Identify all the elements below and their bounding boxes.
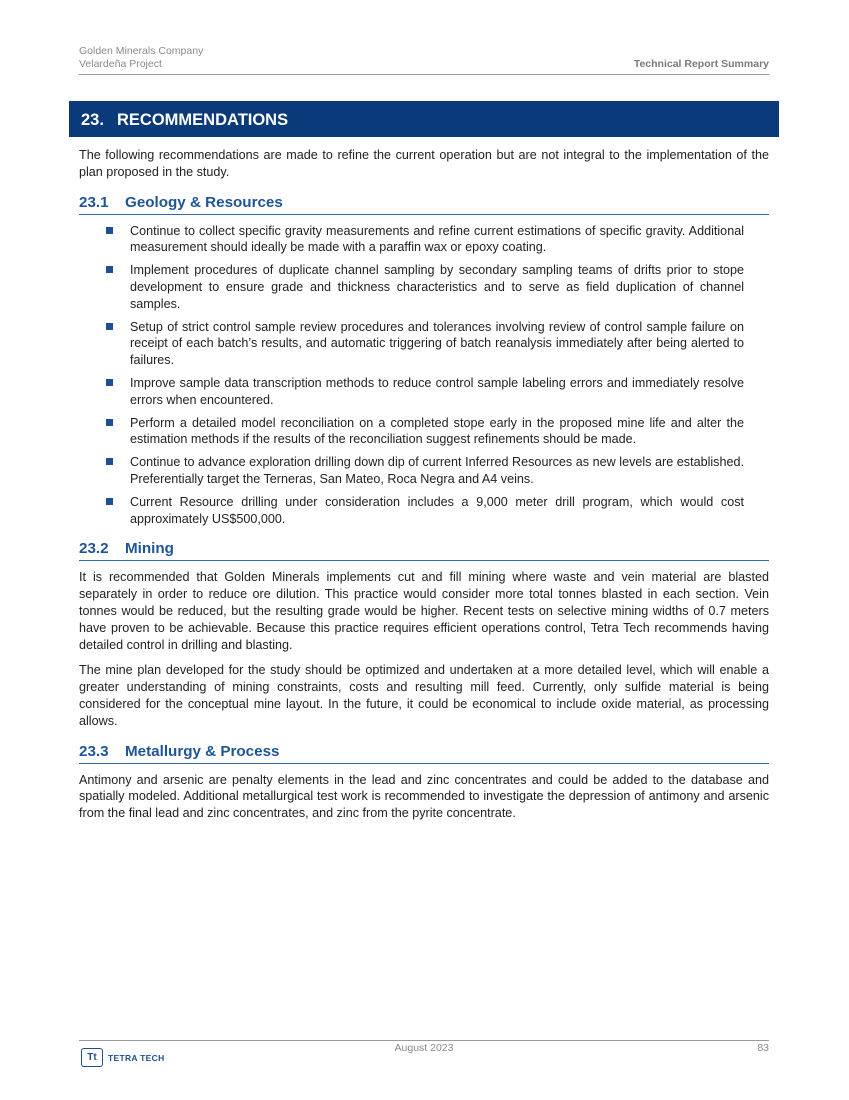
logo-text: TETRA TECH <box>108 1052 165 1063</box>
subsection-number: 23.2 <box>79 540 109 558</box>
geology-bullet-list <box>79 223 769 528</box>
tt-logo-icon: Tt <box>81 1048 103 1067</box>
subsection-heading-metallurgy <box>79 742 769 764</box>
bullet-text: Setup of strict control sample review procedures and tolerances involving review of control sample failure on receipt of each batch’s results, and automatic triggering of batch reanalysis immediately after being alerted to failures. <box>130 319 744 368</box>
bullet-text: Continue to advance exploration drilling down dip of current Inferred Resources as new levels are established. Preferentially target the Terneras, San Mateo, Roca Negra and A4 veins. <box>130 455 744 486</box>
page-number: 83 <box>757 1042 769 1054</box>
square-bullet-icon <box>106 227 113 234</box>
header-company: Golden Minerals Company <box>79 45 204 57</box>
metallurgy-paragraph: Antimony and arsenic are penalty elements in the lead and zinc concentrates and could be added to the database and spatially modeled. Additional metallurgical test work is recommended to investigate the depression of antimony and arsenic from the final lead and zinc concentrates, and zinc from the pyrite concentrate. <box>79 772 769 821</box>
square-bullet-icon <box>106 498 113 505</box>
section-banner <box>69 101 779 137</box>
document-body <box>79 147 769 831</box>
bullet-text: Current Resource drilling under consideration includes a 9,000 meter drill program, which would cost approximately US$500,000. <box>130 494 744 526</box>
subsection-title: Metallurgy & Process <box>125 742 280 760</box>
square-bullet-icon <box>106 419 113 426</box>
mining-paragraph: The mine plan developed for the study should be optimized and undertaken at a more detailed level, which will enable a greater understanding of mining constraints, costs and resulting mill feed. Currently, only sulfide material is being considered for the conceptual mine layout. In the future, it could be economical to include oxide material, as processing allows. <box>79 663 769 728</box>
intro-paragraph: The following recommendations are made to refine the current operation but are not integral to the implementation of the plan proposed in the study. <box>79 148 769 179</box>
bullet-text: Perform a detailed model reconciliation on a completed stope early in the proposed mine life and alter the estimation methods if the results of the reconciliation suggest refinements should be made. <box>130 415 744 447</box>
footer-divider <box>79 1040 769 1041</box>
header-report-title: Technical Report Summary <box>633 58 769 70</box>
subsection-number: 23.3 <box>79 742 109 760</box>
subsection-heading-geology <box>79 193 769 215</box>
bullet-text: Implement procedures of duplicate channel sampling by secondary sampling teams of drifts prior to stope development to ensure grade and thickness characteristics and to serve as field duplication of channel samples. <box>130 263 744 311</box>
list-item <box>79 262 769 312</box>
footer-date: August 2023 <box>394 1042 454 1054</box>
mining-paragraph: It is recommended that Golden Minerals implements cut and fill mining where waste and vein material are blasted separately in order to reduce ore dilution. This practice would consider more total tonnes blasted in each section. Vein tonnes would be reduced, but the resulting grade would be higher. Recent tests on selective mining widths of 0.7 meters have proven to be achievable. Because this practice requires efficient operations control, Tetra Tech recommends having detailed control in drilling and blasting. <box>79 570 769 652</box>
page-footer <box>79 1040 769 1068</box>
list-item <box>79 494 769 528</box>
header-divider <box>79 74 769 75</box>
section-number: 23. <box>81 111 104 129</box>
page-header <box>79 45 769 75</box>
square-bullet-icon <box>106 323 113 330</box>
section-title: RECOMMENDATIONS <box>117 111 289 129</box>
subsection-heading-mining <box>79 539 769 561</box>
list-item <box>79 223 769 257</box>
square-bullet-icon <box>106 379 113 386</box>
header-project: Velardeña Project <box>79 58 162 70</box>
subsection-title: Geology & Resources <box>125 193 283 211</box>
list-item <box>79 415 769 449</box>
subsection-title: Mining <box>125 540 174 558</box>
list-item <box>79 319 769 369</box>
list-item <box>79 454 769 488</box>
list-item <box>79 375 769 409</box>
bullet-text: Continue to collect specific gravity measurements and refine current estimations of specific gravity. Additional measurement should ideally be made with a paraffin wax or epoxy coating. <box>130 223 744 255</box>
subsection-number: 23.1 <box>79 193 109 211</box>
square-bullet-icon <box>106 458 113 465</box>
bullet-text: Improve sample data transcription methods to reduce control sample labeling errors and immediately resolve errors when encountered. <box>130 375 744 407</box>
square-bullet-icon <box>106 266 113 273</box>
